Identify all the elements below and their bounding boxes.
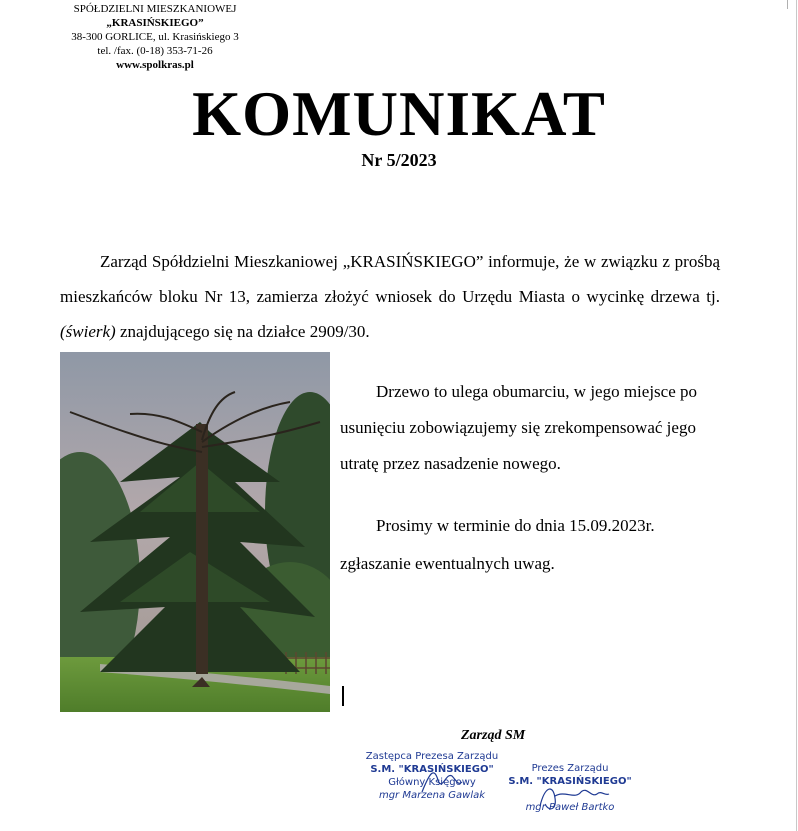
board-heading: Zarząd SM xyxy=(461,728,526,743)
stamp-cooperative: S.M. "KRASIŃSKIEGO" xyxy=(370,764,494,775)
signature-scribble-2 xyxy=(505,776,635,816)
announcement-paragraph xyxy=(60,244,720,349)
deadline-paragraph: Prosimy w terminie do dnia 15.09.2023r. zgłaszanie ewentualnych uwag. xyxy=(340,516,655,573)
signature-scribble-1 xyxy=(362,762,502,802)
tree-species: (świerk) xyxy=(60,322,116,341)
letterhead-line-1: SPÓŁDZIELNI MIESZKANIOWEJ xyxy=(73,3,237,15)
stamp-position: Główny Księgowy xyxy=(388,777,476,788)
announcement-text-end: znajdującego się na działce 2909/30. xyxy=(115,322,370,341)
letterhead-address: 38-300 GORLICE, ul. Krasińskiego 3 xyxy=(71,31,239,43)
stamp-signatory-name: mgr Paweł Bartko xyxy=(525,802,615,813)
stamp-signatory-name: mgr Marzena Gawlak xyxy=(378,790,486,801)
letterhead-website: www.spolkras.pl xyxy=(116,59,194,71)
president-stamp xyxy=(505,762,635,814)
page-corner-mark xyxy=(787,0,788,9)
announcement-text-start: Zarząd Spółdzielni Mieszkaniowej „KRASIŃSKIEGO” informuje, że w związku z prośbą mieszkańców bloku Nr 13, zamierza złożyć wniosek do Urzędu Miasta o wycinkę drzewa tj. xyxy=(60,252,720,306)
deputy-president-stamp xyxy=(362,750,502,802)
stamp-role: Prezes Zarządu xyxy=(531,763,609,774)
spruce-tree-photo xyxy=(60,352,330,712)
letterhead-phone: tel. /fax. (0-18) 353-71-26 xyxy=(97,45,213,57)
stamp-cooperative: S.M. "KRASIŃSKIEGO" xyxy=(508,776,632,787)
stamp-role: Zastępca Prezesa Zarządu xyxy=(365,751,499,762)
document-title: KOMUNIKAT xyxy=(192,79,606,149)
letterhead xyxy=(40,2,270,72)
tree-condition-paragraph: Drzewo to ulega obumarciu, w jego miejsce po usunięciu zobowiązujemy się zrekompensować jego utratę przez nasadzenie nowego. xyxy=(340,382,698,473)
document-number: Nr 5/2023 xyxy=(361,150,437,170)
letterhead-cooperative-name: „KRASIŃSKIEGO” xyxy=(106,17,204,29)
text-cursor xyxy=(342,686,344,706)
